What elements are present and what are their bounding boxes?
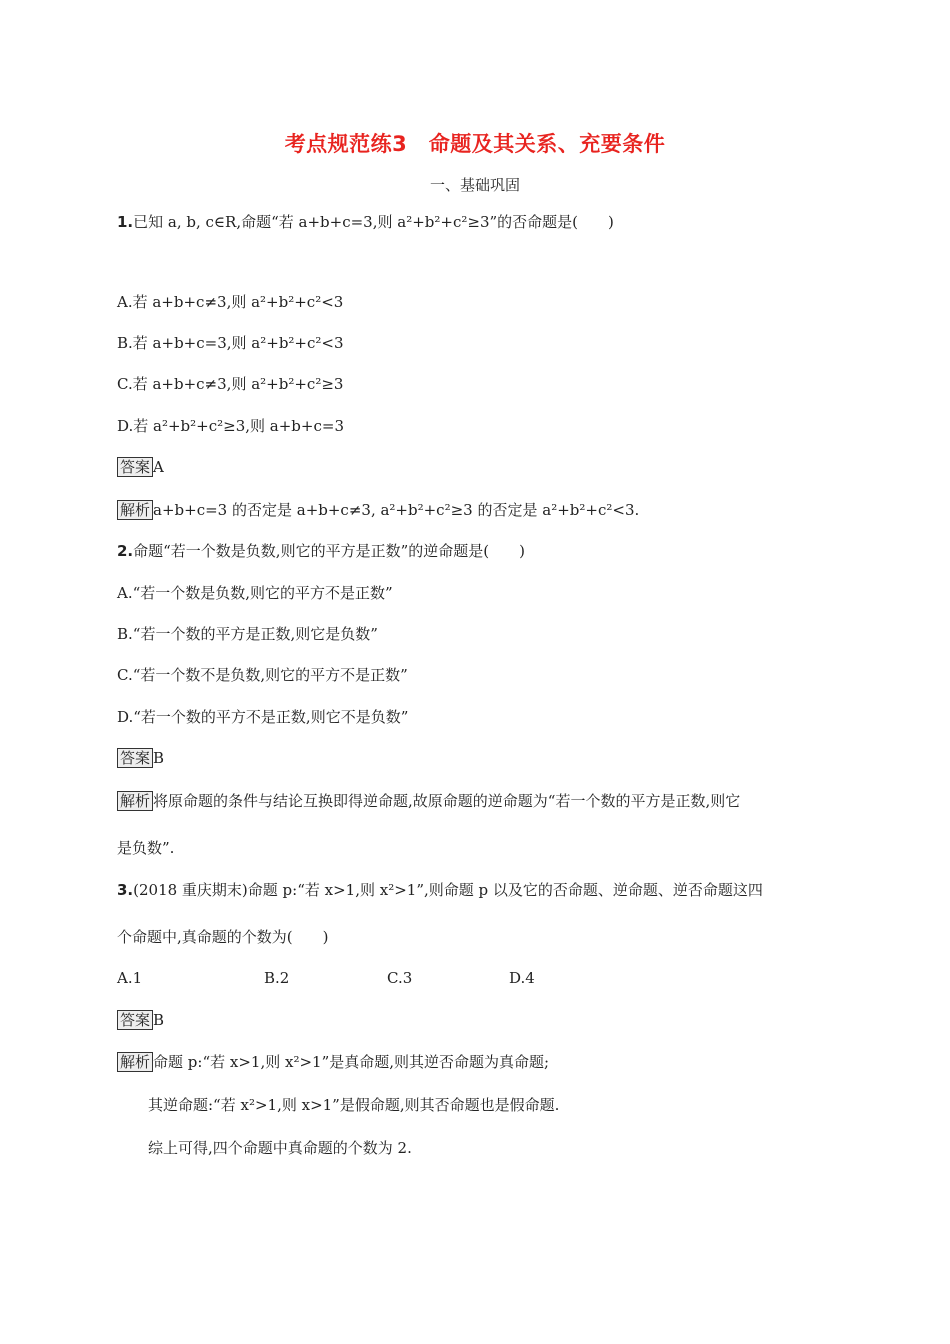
analysis-line-2: 其逆命题:“若 x²>1,则 x>1”是假命题,则其否命题也是假命题.	[148, 1096, 560, 1114]
page-title: 考点规范练3 命题及其关系、充要条件	[284, 132, 666, 156]
question-stem-continuation: 个命题中,真命题的个数为( )	[117, 928, 329, 946]
analysis-label: 解析	[117, 1052, 153, 1072]
analysis-text: 将原命题的条件与结论互换即得逆命题,故原命题的逆命题为“若一个数的平方是正数,则它	[153, 792, 741, 810]
option-a: A.若 a+b+c≠3,则 a²+b²+c²<3	[117, 293, 344, 311]
option-d: D.“若一个数的平方不是正数,则它不是负数”	[117, 708, 409, 726]
option-b: B.若 a+b+c=3,则 a²+b²+c²<3	[117, 334, 344, 352]
analysis-continuation: 是负数”.	[117, 839, 175, 857]
question-stem: (2018 重庆期末)命题 p:“若 x>1,则 x²>1”,则命题 p 以及它的否命题、逆命题、逆否命题这四	[133, 881, 763, 899]
option-b: B.“若一个数的平方是正数,则它是负数”	[117, 625, 378, 643]
question-3	[117, 880, 763, 900]
section-heading: 一、基础巩固	[429, 176, 520, 194]
answer-row	[117, 748, 164, 768]
option-c: C.3	[387, 969, 413, 987]
option-a: A.1	[117, 969, 143, 987]
analysis-row	[117, 500, 639, 520]
question-number: 1.	[117, 213, 134, 231]
option-a: A.“若一个数是负数,则它的平方不是正数”	[117, 584, 393, 602]
answer-row	[117, 457, 164, 477]
question-stem: 已知 a, b, c∈R,命题“若 a+b+c=3,则 a²+b²+c²≥3”的否命题是( )	[133, 213, 614, 231]
question-stem: 命题“若一个数是负数,则它的平方是正数”的逆命题是( )	[133, 542, 525, 560]
option-d: D.若 a²+b²+c²≥3,则 a+b+c=3	[117, 417, 344, 435]
option-c: C.若 a+b+c≠3,则 a²+b²+c²≥3	[117, 375, 344, 393]
analysis-text: a+b+c=3 的否定是 a+b+c≠3, a²+b²+c²≥3 的否定是 a²+b²+c²<3.	[153, 501, 640, 519]
answer-label: 答案	[117, 748, 153, 768]
question-number: 3.	[117, 881, 134, 899]
analysis-text: 命题 p:“若 x>1,则 x²>1”是真命题,则其逆否命题为真命题;	[153, 1053, 550, 1071]
answer-value: A	[153, 458, 164, 476]
analysis-line-3: 综上可得,四个命题中真命题的个数为 2.	[148, 1139, 412, 1157]
analysis-label: 解析	[117, 791, 153, 811]
question-2	[117, 541, 525, 561]
analysis-row	[117, 1052, 549, 1072]
question-1	[117, 212, 614, 232]
analysis-row	[117, 791, 740, 811]
option-b: B.2	[264, 969, 290, 987]
analysis-label: 解析	[117, 500, 153, 520]
option-d: D.4	[509, 969, 535, 987]
option-c: C.“若一个数不是负数,则它的平方不是正数”	[117, 666, 408, 684]
answer-value: B	[153, 1011, 165, 1029]
answer-value: B	[153, 749, 165, 767]
question-number: 2.	[117, 542, 134, 560]
answer-label: 答案	[117, 457, 153, 477]
answer-row	[117, 1010, 164, 1030]
answer-label: 答案	[117, 1010, 153, 1030]
